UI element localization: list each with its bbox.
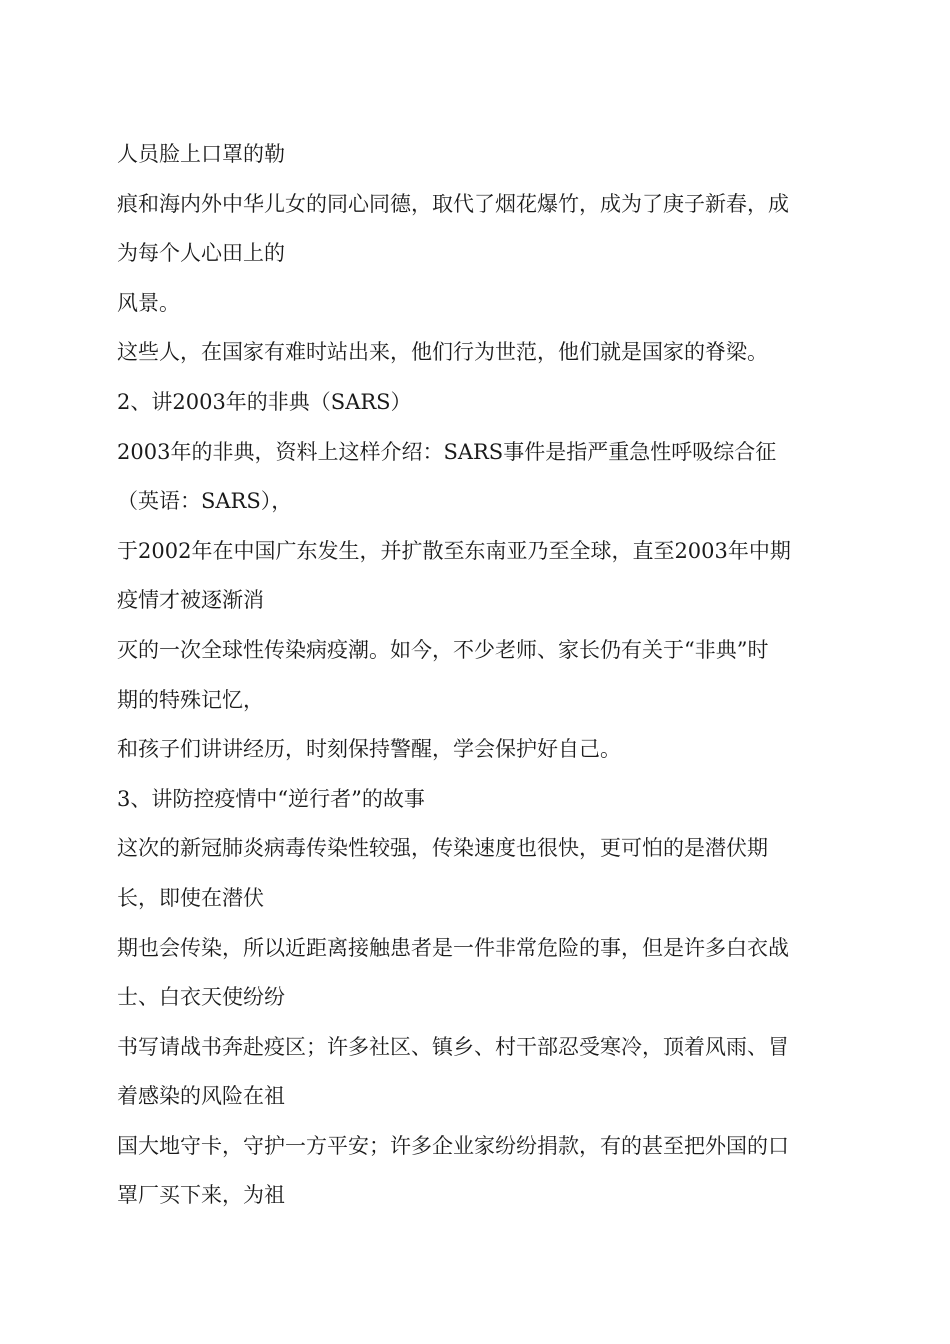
text-line: 灭的一次全球性传染病疫潮。如今，不少老师、家长仍有关于“非典”时 [117,637,769,662]
text-line: 长，即使在潜伏 [117,885,264,910]
text-line: 期也会传染，所以近距离接触患者是一件非常危险的事，但是许多白衣战 [117,935,789,960]
text-line: 这次的新冠肺炎病毒传染性较强，传染速度也很快，更可怕的是潜伏期 [117,836,768,861]
text-line: 和孩子们讲讲经历，时刻保持警醒，学会保护好自己。 [117,737,621,762]
text-line: 期的特殊记忆， [117,687,264,712]
text-line: 于2002年在中国广东发生，并扩散至东南亚乃至全球，直至2003年中期 [117,538,791,563]
text-line: 人员脸上口罩的勒 [117,142,285,166]
text-line: 疫情才被逐渐消 [117,588,264,613]
text-line: 痕和海内外中华儿女的同心同德，取代了烟花爆竹，成为了庚子新春，成 [117,191,789,216]
text-line: 着感染的风险在祖 [117,1084,285,1109]
section-heading: 2、讲2003年的非典（SARS） [117,389,412,414]
text-line: （英语：SARS）， [117,489,293,514]
text-line: 为每个人心田上的 [117,241,285,266]
text-line: 罩厂买下来，为祖 [117,1183,285,1208]
document-body [117,130,847,1221]
section-heading: 3、讲防控疫情中“逆行者”的故事 [117,786,425,811]
text-line: 士、白衣天使纷纷 [117,985,285,1010]
text-line: 书写请战书奔赴疫区；许多社区、镇乡、村干部忍受寒冷，顶着风雨、冒 [117,1034,789,1059]
text-line: 国大地守卡，守护一方平安；许多企业家纷纷捐款，有的甚至把外国的口 [117,1133,789,1158]
text-line: 2003年的非典，资料上这样介绍：SARS事件是指严重急性呼吸综合征 [117,439,777,464]
text-line: 这些人，在国家有难时站出来，他们行为世范，他们就是国家的脊梁。 [117,340,768,365]
text-line: 风景。 [117,290,180,315]
